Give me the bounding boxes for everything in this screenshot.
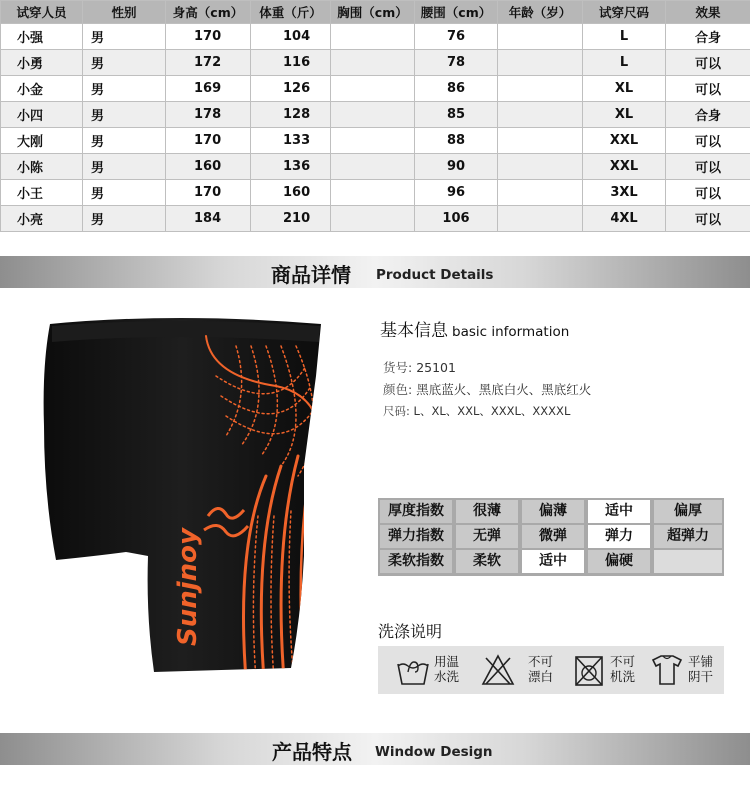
rating-option: 偏薄 <box>522 500 584 523</box>
rating-option: 超弹力 <box>654 525 722 548</box>
wash-text-4 <box>688 654 713 684</box>
waist-cell: 96 <box>415 180 498 206</box>
rating-option-empty <box>654 550 722 573</box>
gender-cell: 男 <box>83 180 166 206</box>
height-cell: 160 <box>166 154 251 180</box>
chest-cell <box>331 128 415 154</box>
wash-item-flat-dry <box>650 652 722 690</box>
wash-instructions <box>378 646 724 694</box>
gender-cell: 男 <box>83 24 166 50</box>
weight-cell: 128 <box>251 102 331 128</box>
tester-cell: 小王 <box>1 180 83 206</box>
height-cell: 170 <box>166 128 251 154</box>
trial-size-cell: L <box>583 50 666 76</box>
col-header-height: 身高（cm） <box>166 1 251 24</box>
rating-label-softness: 柔软指数 <box>380 550 452 573</box>
table-row <box>1 102 750 128</box>
color-label: 颜色: <box>383 382 413 397</box>
height-cell: 184 <box>166 206 251 232</box>
gender-cell: 男 <box>83 50 166 76</box>
wash-item-no-bleach-text <box>528 652 568 690</box>
weight-cell: 133 <box>251 128 331 154</box>
weight-cell: 136 <box>251 154 331 180</box>
gender-cell: 男 <box>83 206 166 232</box>
effect-cell: 可以 <box>666 50 750 76</box>
gender-cell: 男 <box>83 154 166 180</box>
wash-text-1-line2: 水洗 <box>434 669 460 684</box>
wash-item-no-machine-wash <box>572 652 648 690</box>
size-spec <box>383 403 570 419</box>
size-label: 尺码: <box>383 404 410 418</box>
trial-size-cell: 3XL <box>583 180 666 206</box>
hand-wash-icon <box>396 652 430 688</box>
table-row <box>1 50 750 76</box>
rating-option-selected: 弹力 <box>588 525 650 548</box>
rating-label-thickness: 厚度指数 <box>380 500 452 523</box>
age-cell <box>498 180 583 206</box>
weight-cell: 160 <box>251 180 331 206</box>
wash-title: 洗涤说明 <box>378 622 443 641</box>
waist-cell: 88 <box>415 128 498 154</box>
tester-cell: 小四 <box>1 102 83 128</box>
item-number-value: 25101 <box>416 360 456 375</box>
color-value: 黑底蓝火、黑底白火、黑底红火 <box>416 382 592 397</box>
product-image <box>36 316 336 680</box>
trial-size-cell: XXL <box>583 128 666 154</box>
chest-cell <box>331 24 415 50</box>
gender-cell: 男 <box>83 128 166 154</box>
age-cell <box>498 128 583 154</box>
weight-cell: 116 <box>251 50 331 76</box>
col-header-gender: 性别 <box>83 1 166 24</box>
rating-option: 柔软 <box>456 550 518 573</box>
wash-item-no-bleach <box>480 652 520 690</box>
col-header-chest: 胸围（cm） <box>331 1 415 24</box>
chest-cell <box>331 154 415 180</box>
size-table-header <box>1 1 750 24</box>
tester-cell: 小陈 <box>1 154 83 180</box>
rating-label-elasticity: 弹力指数 <box>380 525 452 548</box>
trial-size-cell: XL <box>583 102 666 128</box>
wash-text-3 <box>610 654 635 684</box>
basic-info-title-en: basic information <box>452 324 570 340</box>
chest-cell <box>331 50 415 76</box>
age-cell <box>498 206 583 232</box>
size-value: L、XL、XXL、XXXL、XXXXL <box>413 404 571 418</box>
wash-text-1 <box>434 654 459 684</box>
no-machine-wash-icon <box>572 652 606 688</box>
tester-cell: 大刚 <box>1 128 83 154</box>
effect-cell: 可以 <box>666 180 750 206</box>
table-row <box>1 76 750 102</box>
trial-size-cell: XXL <box>583 154 666 180</box>
window-design-header <box>0 733 750 765</box>
no-bleach-icon <box>480 652 516 688</box>
height-cell: 169 <box>166 76 251 102</box>
wash-text-3-line2: 机洗 <box>610 669 636 684</box>
effect-cell: 合身 <box>666 24 750 50</box>
basic-info-title: 基本信息 <box>380 321 448 341</box>
height-cell: 178 <box>166 102 251 128</box>
weight-cell: 210 <box>251 206 331 232</box>
trial-size-cell: XL <box>583 76 666 102</box>
chest-cell <box>331 102 415 128</box>
col-header-age: 年龄（岁） <box>498 1 583 24</box>
table-row <box>1 180 750 206</box>
flat-dry-icon <box>650 652 684 688</box>
waist-cell: 86 <box>415 76 498 102</box>
gender-cell: 男 <box>83 102 166 128</box>
brand-text: Sunjnoy <box>173 528 203 646</box>
product-details-header <box>0 256 750 288</box>
effect-cell: 合身 <box>666 102 750 128</box>
size-table <box>0 0 750 232</box>
waist-cell: 76 <box>415 24 498 50</box>
age-cell <box>498 24 583 50</box>
wash-text-2 <box>528 654 553 684</box>
trial-size-cell: L <box>583 24 666 50</box>
table-row <box>1 154 750 180</box>
table-row <box>1 128 750 154</box>
waist-cell: 90 <box>415 154 498 180</box>
item-number-label: 货号: <box>383 360 413 375</box>
product-details-title: 商品详情 <box>271 263 351 287</box>
tester-cell: 小勇 <box>1 50 83 76</box>
age-cell <box>498 154 583 180</box>
col-header-tester: 试穿人员 <box>1 1 83 24</box>
waist-cell: 78 <box>415 50 498 76</box>
height-cell: 172 <box>166 50 251 76</box>
table-row <box>1 24 750 50</box>
age-cell <box>498 76 583 102</box>
effect-cell: 可以 <box>666 154 750 180</box>
wash-item-hand-wash <box>396 652 476 690</box>
weight-cell: 104 <box>251 24 331 50</box>
wash-text-4-line2: 阴干 <box>688 669 714 684</box>
col-header-waist: 腰围（cm） <box>415 1 498 24</box>
effect-cell: 可以 <box>666 206 750 232</box>
wash-text-2-line2: 漂白 <box>528 669 554 684</box>
product-details-subtitle: Product Details <box>376 267 494 283</box>
tester-cell: 小金 <box>1 76 83 102</box>
wash-text-3-line1: 不可 <box>610 654 636 669</box>
chest-cell <box>331 206 415 232</box>
gender-cell: 男 <box>83 76 166 102</box>
wash-text-1-line1: 用温 <box>434 654 460 669</box>
effect-cell: 可以 <box>666 128 750 154</box>
rating-option: 偏厚 <box>654 500 722 523</box>
col-header-trial-size: 试穿尺码 <box>583 1 666 24</box>
waist-cell: 85 <box>415 102 498 128</box>
rating-option-selected: 适中 <box>522 550 584 573</box>
wash-text-4-line1: 平铺 <box>688 654 714 669</box>
rating-option: 无弹 <box>456 525 518 548</box>
waist-cell: 106 <box>415 206 498 232</box>
col-header-effect: 效果 <box>666 1 750 24</box>
window-design-title: 产品特点 <box>272 740 352 764</box>
tester-cell: 小强 <box>1 24 83 50</box>
rating-option: 偏硬 <box>588 550 650 573</box>
basic-info-heading <box>380 316 569 341</box>
height-cell: 170 <box>166 180 251 206</box>
age-cell <box>498 102 583 128</box>
height-cell: 170 <box>166 24 251 50</box>
weight-cell: 126 <box>251 76 331 102</box>
item-number <box>383 358 456 376</box>
color-spec <box>383 380 591 398</box>
age-cell <box>498 50 583 76</box>
trial-size-cell: 4XL <box>583 206 666 232</box>
rating-grid <box>378 498 724 576</box>
rating-option-selected: 适中 <box>588 500 650 523</box>
wash-text-2-line1: 不可 <box>528 654 554 669</box>
window-design-subtitle: Window Design <box>375 744 493 760</box>
table-row <box>1 206 750 232</box>
chest-cell <box>331 180 415 206</box>
rating-option: 很薄 <box>456 500 518 523</box>
chest-cell <box>331 76 415 102</box>
col-header-weight: 体重（斤） <box>251 1 331 24</box>
rating-option: 微弹 <box>522 525 584 548</box>
effect-cell: 可以 <box>666 76 750 102</box>
tester-cell: 小亮 <box>1 206 83 232</box>
